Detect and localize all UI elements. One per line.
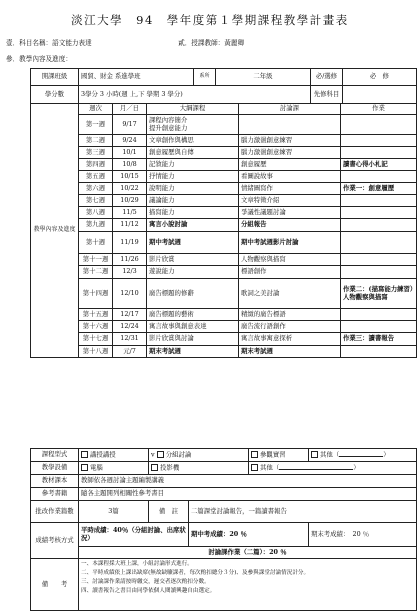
- method-row: [31, 449, 417, 462]
- discussion-cell: 腦力激盪創意練習: [239, 135, 341, 147]
- credits-value: 3學分 3 小時(週 上,下 學期 3 學分): [79, 86, 311, 104]
- assignment-note: 二篇課堂討論報告，一篇讀書報告: [189, 501, 417, 523]
- topic-cell: 創意履歷與自傳: [147, 147, 239, 159]
- discussion-cell: 文章特徵介紹: [239, 195, 341, 207]
- discussion-cell: 精緻的廣告標語: [239, 309, 341, 321]
- schedule-row: [31, 159, 417, 171]
- schedule-row: [31, 171, 417, 183]
- equip-other: 其他（ ）: [249, 462, 417, 475]
- schedule-header-4: 作業: [341, 104, 417, 115]
- homework-cell: [341, 219, 417, 232]
- schedule-header-0: 週次: [79, 104, 113, 115]
- topic-cell: 廣告標題的修辭: [147, 279, 239, 309]
- schedule-row: [31, 183, 417, 195]
- content-heading: 參．教學內容及進度：: [6, 55, 72, 63]
- textbook-label: 教材課本: [31, 475, 79, 488]
- computer-checkbox[interactable]: [81, 464, 88, 471]
- topic-cell: 廣告標題的藝術: [147, 309, 239, 321]
- date-cell: 10/22: [113, 183, 147, 195]
- dept-suffix: 系所: [194, 69, 216, 86]
- remark-line: 二、平時成績依上課出缺席(無故缺曠課者，每次酌扣總分３分)、及參與課堂討論情況計分。: [81, 569, 310, 576]
- date-cell: 9/24: [113, 135, 147, 147]
- schedule-row: [31, 333, 417, 346]
- date-cell: 12/10: [113, 279, 147, 309]
- discussion-cell: 寓言故事寓意探析: [239, 333, 341, 346]
- date-cell: 9/17: [113, 115, 147, 135]
- method-lecture: 講授講授: [79, 449, 149, 462]
- discussion-cell: 分組報告: [239, 219, 341, 232]
- group-checkbox[interactable]: [157, 451, 164, 458]
- method-other: 其他（ ）: [309, 449, 417, 462]
- discussion-cell: 人物觀察與描寫: [239, 254, 341, 266]
- schedule-side-label: 教學內容及進度: [31, 104, 79, 358]
- topic-cell: 寓言故事與創意表達: [147, 321, 239, 333]
- schedule-row: [31, 195, 417, 207]
- topic-cell: 記敘能力: [147, 159, 239, 171]
- homework-cell: [341, 266, 417, 279]
- date-cell: 12/3: [113, 266, 147, 279]
- homework-cell: [341, 115, 417, 135]
- course-name: 壹．科目名稱：語文能力表達: [6, 39, 92, 47]
- homework-cell: [341, 147, 417, 159]
- method-visit: 參觀實習: [249, 449, 309, 462]
- homework-cell: 讀書心得小札記: [341, 159, 417, 171]
- date-cell: 12/17: [113, 309, 147, 321]
- discussion-cell: 期中考試週影片討論: [239, 232, 341, 254]
- homework-cell: [341, 171, 417, 183]
- date-cell: 11/19: [113, 232, 147, 254]
- schedule-row: [31, 254, 417, 266]
- schedule-header-2: 大綱課程: [147, 104, 239, 115]
- date-cell: 11/26: [113, 254, 147, 266]
- dept-value: 國貿、財金 系進學班: [79, 69, 194, 86]
- date-cell: 10/29: [113, 195, 147, 207]
- prereq-label: 先修科目: [311, 86, 343, 104]
- discussion-cell: 廣告流行語創作: [239, 321, 341, 333]
- homework-cell: [341, 195, 417, 207]
- date-cell: 12/24: [113, 321, 147, 333]
- discussion-cell: 看圖說故事: [239, 171, 341, 183]
- week-cell: 第十二週: [79, 266, 113, 279]
- schedule-row: [31, 147, 417, 159]
- visit-checkbox[interactable]: [251, 451, 258, 458]
- date-cell: 元/7: [113, 346, 147, 358]
- schedule-header-1: 月／日: [113, 104, 147, 115]
- topic-cell: 期中考試週: [147, 232, 239, 254]
- schedule-table: [30, 103, 417, 358]
- page-title: 淡江大學 94 學年度第１學期課程教學計畫表: [71, 13, 349, 27]
- week-cell: 第二週: [79, 135, 113, 147]
- remark-line: 三、討論課作業請按時繳交，遲交者逐次酌扣分數。: [81, 578, 210, 585]
- week-cell: 第十五週: [79, 309, 113, 321]
- schedule-row: [31, 266, 417, 279]
- teacher-name: 貳．授課教師：黃麗卿: [178, 39, 245, 47]
- remark-line: 四、讀書報告之書目由同學依個人閱讀興趣自由選定。: [81, 587, 216, 594]
- week-cell: 第十六週: [79, 321, 113, 333]
- grading-label: 成績考核方式: [31, 523, 79, 559]
- topic-cell: 影片欣賞: [147, 254, 239, 266]
- grading-discussion: 討論課作業（二篇）：20 ％: [79, 547, 417, 559]
- discussion-cell: 期末考試週: [239, 346, 341, 358]
- week-cell: 第四週: [79, 159, 113, 171]
- topic-cell: 期末考試週: [147, 346, 239, 358]
- discussion-cell: 腦力激盪創意練習: [239, 147, 341, 159]
- topic-cell: 議論能力: [147, 195, 239, 207]
- week-cell: 第三週: [79, 147, 113, 159]
- remarks-label: 備 考: [31, 559, 79, 611]
- course-detail-table: [30, 448, 417, 611]
- discussion-cell: [239, 115, 341, 135]
- homework-cell: [341, 346, 417, 358]
- topic-cell: 文章創作與構思: [147, 135, 239, 147]
- topic-cell: 課程內容簡介 提升創意能力: [147, 115, 239, 135]
- discussion-cell: 歌詞之美討論: [239, 279, 341, 309]
- assignment-count: 3篇: [79, 501, 149, 523]
- projector-checkbox[interactable]: [151, 464, 158, 471]
- week-cell: 第九週: [79, 219, 113, 232]
- discussion-cell: 情緒圖寫作: [239, 183, 341, 195]
- topic-cell: 抒情能力: [147, 171, 239, 183]
- method-label: 課程型式: [31, 449, 79, 462]
- week-cell: 第一週: [79, 115, 113, 135]
- schedule-row: [31, 321, 417, 333]
- schedule-row: [31, 207, 417, 219]
- equip-other-checkbox[interactable]: [251, 464, 258, 471]
- textbook-value: 教師依各週討論主題編製講義: [79, 475, 417, 488]
- homework-cell: [341, 321, 417, 333]
- grading-regular: 平時成績：40％（分組討論、出席狀況）: [79, 523, 189, 547]
- topic-cell: 說明能力: [147, 183, 239, 195]
- method-group: v 分組討論: [149, 449, 249, 462]
- equip-computer: 電腦: [79, 462, 149, 475]
- grade-value: 二年級: [216, 69, 311, 86]
- assignment-label: 批改作業篇數: [31, 501, 79, 523]
- topic-cell: 遊說能力: [147, 266, 239, 279]
- week-cell: 第十七週: [79, 333, 113, 346]
- reference-value: 隨各主題開列相關性參考書目: [79, 488, 417, 501]
- topic-cell: 描寫能力: [147, 207, 239, 219]
- equipment-label: 教學設備: [31, 462, 79, 475]
- topic-cell: 影片欣賞與討論: [147, 333, 239, 346]
- schedule-row: [31, 219, 417, 232]
- group-check-mark[interactable]: v: [151, 450, 155, 459]
- homework-cell: 作業一：創意履歷: [341, 183, 417, 195]
- homework-cell: [341, 232, 417, 254]
- prereq-value: [343, 86, 417, 104]
- date-cell: 10/15: [113, 171, 147, 183]
- week-cell: 第五週: [79, 171, 113, 183]
- required-label: 必/選修: [311, 69, 343, 86]
- lecture-checkbox[interactable]: [81, 451, 88, 458]
- discussion-cell: 標語創作: [239, 266, 341, 279]
- discussion-cell: 創意履歷: [239, 159, 341, 171]
- homework-cell: 作業三：讀書報告: [341, 333, 417, 346]
- week-cell: 第十週: [79, 232, 113, 254]
- grading-final: 期末考成績： 20 ％: [309, 523, 417, 547]
- schedule-header-3: 討論課: [239, 104, 341, 115]
- schedule-row: [31, 232, 417, 254]
- week-cell: 第七週: [79, 195, 113, 207]
- date-cell: 12/31: [113, 333, 147, 346]
- remark-line: 一、本課程採大班上課，小組討論形式進行。: [81, 561, 193, 567]
- topic-cell: 寓言小說討論: [147, 219, 239, 232]
- schedule-header-row: [31, 104, 417, 115]
- date-cell: 11/5: [113, 207, 147, 219]
- schedule-row: [31, 279, 417, 309]
- reference-label: 參考書籍: [31, 488, 79, 501]
- date-cell: 11/12: [113, 219, 147, 232]
- schedule-row: [31, 346, 417, 358]
- schedule-row: [31, 309, 417, 321]
- course-info-line: [6, 40, 416, 48]
- week-cell: 第八週: [79, 207, 113, 219]
- week-cell: 第十四週: [79, 279, 113, 309]
- homework-cell: [341, 309, 417, 321]
- homework-cell: [341, 254, 417, 266]
- equip-projector: 投影機: [149, 462, 249, 475]
- schedule-row: [31, 135, 417, 147]
- course-info-table: [30, 68, 417, 104]
- schedule-row: [31, 115, 417, 135]
- method-other-checkbox[interactable]: [311, 451, 318, 458]
- week-cell: 第十八週: [79, 346, 113, 358]
- credits-label: 學分數: [31, 86, 79, 104]
- required-value: 必 修: [343, 69, 417, 86]
- grading-midterm: 期中考成績：20 ％: [189, 523, 309, 547]
- date-cell: 10/1: [113, 147, 147, 159]
- equipment-row: [31, 462, 417, 475]
- dept-label: 開課班級: [31, 69, 79, 86]
- discussion-cell: 爭議性議題討論: [239, 207, 341, 219]
- assignment-note-label: 備 註: [149, 501, 189, 523]
- homework-cell: [341, 207, 417, 219]
- week-cell: 第十一週: [79, 254, 113, 266]
- homework-cell: [341, 135, 417, 147]
- date-cell: 10/8: [113, 159, 147, 171]
- homework-cell: 作業二：(描寫能力練習）人物觀察與描寫: [341, 279, 417, 309]
- week-cell: 第六週: [79, 183, 113, 195]
- remarks-content: [79, 559, 417, 611]
